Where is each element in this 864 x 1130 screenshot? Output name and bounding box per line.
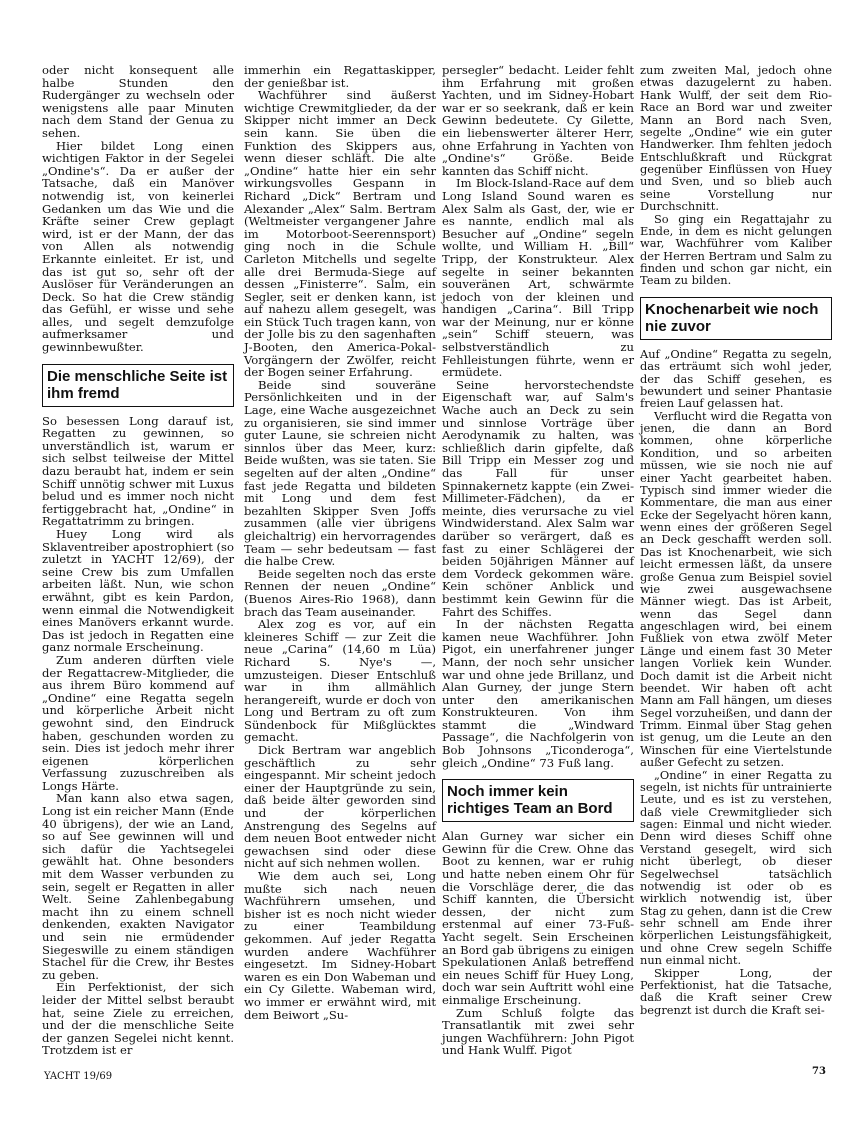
column-4 <box>640 64 832 1016</box>
body-paragraph: Huey Long wird als Sklaventreiber apostrophiert (so zuletzt in YACHT 12/69), der seine Crew bis zum Umfallen arbeiten läßt. Nun, wie schon erwähnt, gibt es kein Pardon, wenn einmal die Notwendigkeit eines Manövers erkannt wurde. Das ist jedoch in Regatten eine ganz normale Erscheinung. <box>42 527 234 655</box>
section-heading: Die menschliche Seite ist ihm fremd <box>42 364 234 407</box>
section-heading: Knochenarbeit wie noch nie zuvor <box>640 297 832 340</box>
section-heading: Noch immer kein richtiges Team an Bord <box>442 779 634 822</box>
body-paragraph: zum zweiten Mal, jedoch ohne etwas dazugelernt zu haben. Hank Wulff, der seit dem Rio-Race an Bord war und zweiter Mann an Bord nach Sven, segelte „Ondine“ wie ein guter Handwerker. Ihm fehlten jedoch Entschlußkraft und Rückgrat gegenüber Einflüssen von Huey und Sven, und so blieb auch seine Vorstellung nur Durchschnitt. <box>640 63 832 214</box>
body-paragraph: oder nicht konsequent alle halbe Stunden den Rudergänger zu wechseln oder wenigstens alle paar Minuten nach dem Stand der Genua zu sehen. <box>42 63 234 140</box>
body-paragraph: So besessen Long darauf ist, Regatten zu gewinnen, so unverständlich ist, warum er sich selbst teilweise der Mittel dazu beraubt hat, indem er sein Schiff unnötig schwer mit Luxus belud und es immer noch nicht fertiggebracht hat, „Ondine“ in Regattatrimm zu bringen. <box>42 413 234 529</box>
column-2 <box>244 64 436 1021</box>
body-paragraph: Zum Schluß folgte das Transatlantik mit zwei sehr jungen Wachführern: John Pigot und Hank Wulff. Pigot <box>442 1005 634 1058</box>
body-paragraph: Beide sind souveräne Persönlichkeiten und in der Lage, eine Wache ausgezeichnet zu organisieren, sie sind immer guter Laune, sie schreien nicht sinnlos über das Meer, kurz: Beide wußten, was sie taten. Sie segelten auf der alten „Ondine“ fast jede Regatta und bildeten mit Long und dem fest bezahlten Skipper Sven Joffs zusammen (alle vier übrigens gleichaltrig) ein hervorragendes Team — sehr bedeutsam — fast die halbe Crew. <box>244 377 436 569</box>
body-paragraph: Im Block-Island-Race auf dem Long Island Sound waren es Alex Salm als Gast, der, wie er es nannte, endlich mal als Besucher auf „Ondine“ segeln wollte, und William H. „Bill“ Tripp, der Konstrukteur. Alex segelte in seiner bekannten souveränen Art, schwärmte jedoch von der kleinen und handigen „Carina“. Bill Tripp war der Meinung, nur er könne „sein“ Schiff steuern, was selbstverständlich zu Fehlleistungen führte, wenn er ermüdete. <box>442 176 634 380</box>
footer-issue: YACHT 19/69 <box>44 1071 113 1082</box>
body-paragraph: Skipper Long, der Perfektionist, hat die Tatsache, daß die Kraft seiner Crew begrenzt ist durch die Kraft sei- <box>640 965 832 1017</box>
body-paragraph: Wie dem auch sei, Long mußte sich nach neuen Wachführern umsehen, und bisher ist es noch nicht wieder zu einer Teambildung gekommen. Auf jeder Regatta wurden andere Wachführer eingesetzt. Im Sidney-Hobart waren es ein Don Wabeman und ein Cy Gilette. Wabeman wird, wo immer er erwähnt wird, mit dem Beiwort „Su- <box>244 869 436 1022</box>
body-paragraph: Seine hervorstechendste Eigenschaft war, auf Salm's Wache auch an Deck zu sein und sinnlose Vorträge über Aerodynamik zu halten, was schließlich darin gipfelte, daß Bill Tripp ein Messer zog und das Fall für unser Spinnakernetz kappte (ein Zwei-Millimeter-Fädchen), da er meinte, dies verursache zu viel Windwiderstand. Alex Salm war darüber so verärgert, daß es fast zu einer Schlägerei der beiden 50jährigen Männer auf dem Vordeck gekommen wäre. Kein schöner Anblick und bestimmt kein Gewinn für die Fahrt des Schiffes. <box>442 377 634 619</box>
column-3 <box>442 64 634 1057</box>
column-1 <box>42 64 234 1057</box>
body-paragraph: In der nächsten Regatta kamen neue Wachführer. John Pigot, ein unerfahrener junger Mann, der noch sehr unsicher war und ohne jede Brillanz, und Alan Gurney, der junge Stern unter den amerikanischen Konstrukteuren. Von ihm stammt die „Windward Passage“, die Nachfolgerin von Bob Johnsons „Ticonderoga“, gleich „Ondine“ 73 Fuß lang. <box>442 617 634 770</box>
body-paragraph: „Ondine“ in einer Regatta zu segeln, ist nichts für untrainierte Leute, und es ist zu verstehen, daß viele Crewmitglieder sich sagen: Einmal und nicht wieder. Denn wird dieses Schiff ohne Verstand gesegelt, wird sich nicht überlegt, ob dieser Segelwechsel tatsächlich notwendig ist oder ob es wirklich notwendig ist, über Stag zu gehen, dann ist die Crew sehr schnell am Ende ihrer körperlichen Leistungsfähigkeit, und ohne Crew segeln Schiffe nun einmal nicht. <box>640 767 832 968</box>
body-paragraph: persegler“ bedacht. Leider fehlt ihm Erfahrung mit großen Yachten, und im Sidney-Hobart war er so seekrank, daß er kein Gewinn bedeutete. Cy Gilette, ein liebenswerter älterer Herr, ohne Erfahrung in Yachten von „Ondine's“ Größe. Beide kannten das Schiff nicht. <box>442 63 634 178</box>
page-number: 73 <box>812 1066 826 1077</box>
body-paragraph: Ein Perfektionist, der sich leider der Mittel selbst beraubt hat, seine Ziele zu erreichen, und der die menschliche Seite der ganzen Segelei nicht kennt. Trotzdem ist er <box>42 980 234 1058</box>
body-paragraph: Wachführer sind äußerst wichtige Crewmitglieder, da der Skipper nicht immer an Deck sein kann. Sie üben die Funktion des Skippers aus, wenn dieser schläft. Die alte „Ondine“ hatte hier ein sehr wirkungsvolles Gespann in Richard „Dick“ Bertram und Alexander „Alex“ Salm. Bertram (Weltmeister vergangener Jahre im Motorboot-Seerennsport) ging noch in die Schule Carleton Mitchells und segelte alle drei Bermuda-Siege auf dessen „Finisterre“. Salm, ein Segler, seit er denken kann, ist auf nahezu allem gesegelt, was ein Stück Tuch tragen kann, von der Jolle bis zu den sagenhaften J-Booten, den America-Pokal-Vorgängern der Zwölfer, reicht der Bogen seiner Erfahrung. <box>244 88 436 380</box>
body-paragraph: Dick Bertram war angeblich geschäftlich zu sehr eingespannt. Mir scheint jedoch einer der Hauptgründe zu sein, daß beide älter geworden sind und der körperlichen Anstrengung des Segelns auf dem neuen Boot entweder nicht gewachsen sind oder diese nicht auf sich nehmen wollen. <box>244 743 436 871</box>
body-paragraph: Alan Gurney war sicher ein Gewinn für die Crew. Ohne das Boot zu kennen, war er ruhig und hatte neben einem Ohr für die Vorschläge derer, die das Schiff kannten, die Übersicht dessen, der nicht zum erstenmal auf einer 73-Fuß-Yacht segelt. Sein Erscheinen an Bord gab übrigens zu einigen Spekulationen Anlaß betreffend ein neues Schiff für Huey Long, doch war sein Auftritt wohl eine einmalige Erscheinung. <box>442 829 634 1007</box>
body-paragraph: Alex zog es vor, auf ein kleineres Schiff — zur Zeit die neue „Carina“ (14,60 m Lüa) Richard S. Nye's —, umzusteigen. Dieser Entschluß war in ihm allmählich herangereift, wurde er doch von Long und Bertram zu oft zum Sündenbock für Mißglücktes gemacht. <box>244 617 436 745</box>
body-paragraph: Man kann also etwa sagen, Long ist ein reicher Mann (Ende 40 übrigens), der wie an Land, so auf See gewinnen will und sich dafür die Yachtsegelei gewählt hat. Ohne besonders mit dem Wasser verbunden zu sein, segelt er Regatten in aller Welt. Seine Zahlenbegabung macht ihn zu einem schnell denkenden, exakten Navigator und sein nie ermüdender Siegeswille zu einem ständigen Stachel für die Crew, ihr Bestes zu geben. <box>42 791 234 982</box>
body-paragraph: Zum anderen dürften viele der Regattacrew-Mitglieder, die aus ihrem Büro kommend auf „Ondine“ eine Regatta segeln und körperliche Arbeit nicht gewohnt sind, den Eindruck haben, geschunden worden zu sein. Dies ist jedoch mehr ihrer eigenen körperlichen Verfassung zuzuschreiben als Longs Härte. <box>42 652 234 793</box>
body-paragraph: Hier bildet Long einen wichtigen Faktor in der Segelei „Ondine's“. Da er außer der Tatsache, daß ein Manöver notwendig ist, von keinerlei Gedanken um das Wie und die Kräfte seiner Crew geplagt wird, ist er der Mann, der das von Allen als notwendig Erkannte einleitet. Er ist, und das ist gut so, sehr oft der Auslöser für Veränderungen an Deck. So hat die Crew ständig das Gefühl, er wisse und sehe alles, und segelt demzufolge aufmerksamer und gewinnbewußter. <box>42 138 234 355</box>
body-paragraph: Beide segelten noch das erste Rennen der neuen „Ondine“ (Buenos Aires-Rio 1968), dann brach das Team auseinander. <box>244 566 436 619</box>
body-paragraph: immerhin ein Regattaskipper, der genießbar ist. <box>244 63 436 90</box>
body-paragraph: So ging ein Regattajahr zu Ende, in dem es nicht gelungen war, Wachführer vom Kaliber der Herren Bertram und Salm zu finden und schon gar nicht, ein Team zu bilden. <box>640 211 832 288</box>
body-paragraph: Verflucht wird die Regatta von jenen, die dann an Bord kommen, ohne körperliche Kondition, und so arbeiten müssen, wie sie noch nie auf einer Yacht gearbeitet haben. Typisch sind immer wieder die Kommentare, die man aus einer Ecke der Segelyacht hören kann, wenn eines der größeren Segel an Deck geschafft werden soll. Das ist Knochenarbeit, wie sich leicht ermessen läßt, da unsere große Genua zum Beispiel soviel wie zwei ausgewachsene Männer wiegt. Das ist Arbeit, wenn das Segel dann angeschlagen wird, bei einem Fußliek von etwa zwölf Meter Länge und einem fast 30 Meter langen Vorliek kein Wunder. Doch damit ist die Arbeit nicht beendet. Wir haben oft acht Mann am Fall hängen, um dieses Segel vorzuheißen, und dann der Trimm. Einmal über Stag gehen ist genug, um die Leute an den Winschen für eine Viertelstunde außer Gefecht zu setzen. <box>640 408 833 770</box>
body-paragraph: Auf „Ondine“ Regatta zu segeln, das erträumt sich wohl jeder, der das Schiff gesehen, es bewundert und seiner Phantasie freien Lauf gelassen hat. <box>640 346 832 411</box>
